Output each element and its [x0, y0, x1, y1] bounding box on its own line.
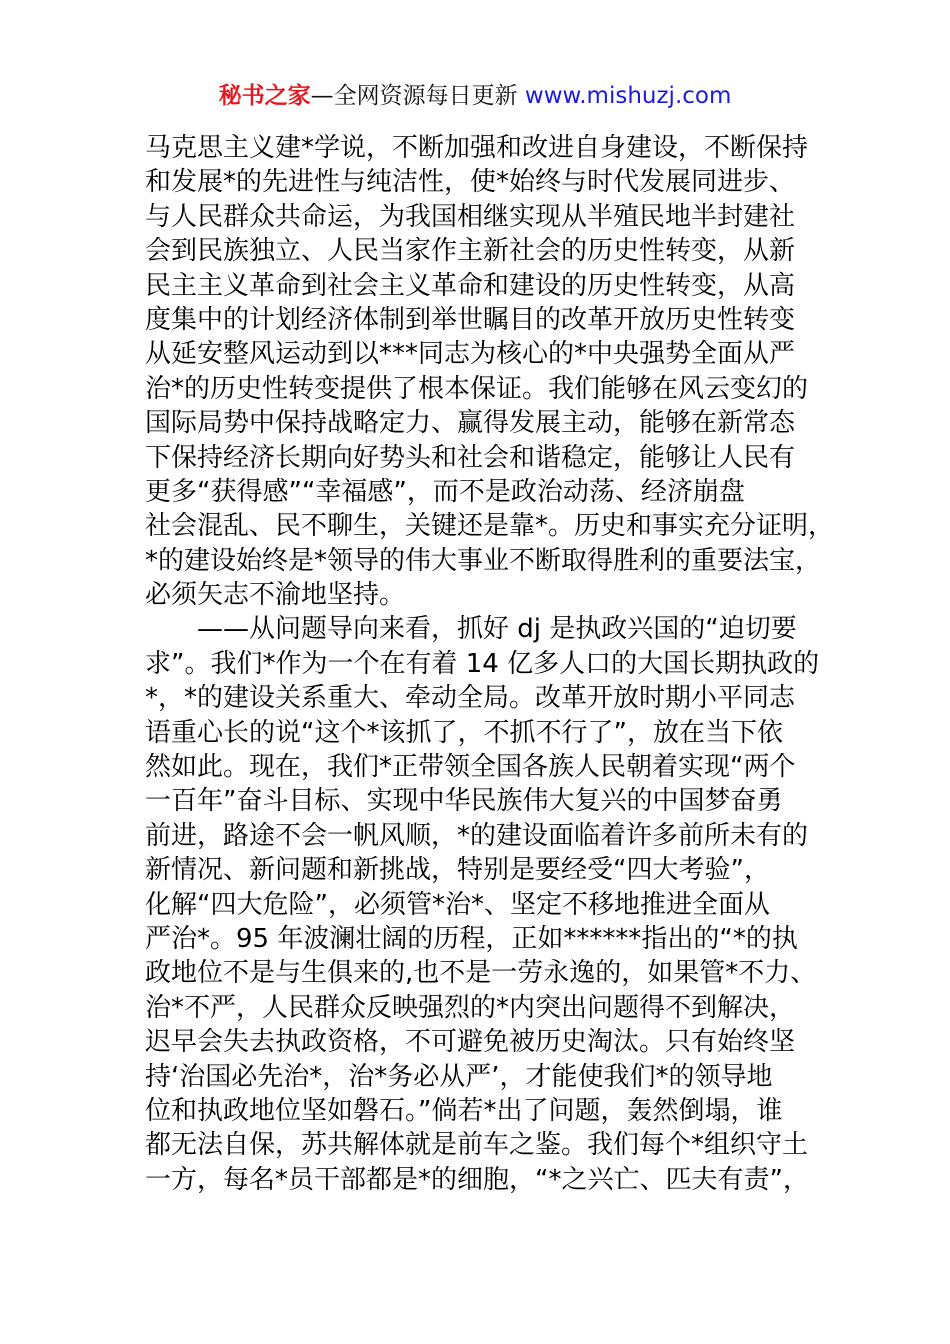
text-line: *，*的建设关系重大、牵动全局。改革开放时期小平同志: [145, 683, 796, 714]
text-line: 持‘治国必先治*，治*务必从严’，才能使我们*的领导地: [145, 1061, 773, 1092]
text-line: 国际局势中保持战略定力、赢得发展主动，能够在新常态: [145, 408, 796, 439]
text-line: 治*不严，人民群众反映强烈的*内突出问题得不到解决，: [145, 992, 796, 1023]
text-line: 迟早会失去执政资格，不可避免被历史淘汰。只有始终坚: [145, 1027, 796, 1058]
text-line: 更多“获得感”“幸福感”，而不是政治动荡、经济崩盘: [145, 476, 745, 507]
text-line: 会到民族独立、人民当家作主新社会的历史性转变，从新: [145, 236, 796, 267]
text-line: 政地位不是与生俱来的,也不是一劳永逸的，如果管*不力、: [145, 958, 817, 989]
text-line: 一百年”奋斗目标、实现中华民族伟大复兴的中国梦奋勇: [145, 786, 783, 817]
text-line: 度集中的计划经济体制到举世瞩目的改革开放历史性转变: [145, 304, 796, 335]
text-line: *的建设始终是*领导的伟大事业不断取得胜利的重要法宝，: [145, 545, 822, 576]
text-line: 必须矢志不渝地坚持。: [145, 580, 406, 611]
text-line: 与人民群众共命运，为我国相继实现从半殖民地半封建社: [145, 201, 796, 232]
site-url-link[interactable]: www.mishuzj.com: [524, 83, 732, 109]
text-line: 都无法自保，苏共解体就是前车之鉴。我们每个*组织守土: [145, 1130, 809, 1161]
text-line: 位和执政地位坚如磐石。”倘若*出了问题，轰然倒塌，谁: [145, 1095, 783, 1126]
text-line: 语重心长的说“这个*该抓了，不抓不行了”，放在当下依: [145, 717, 783, 748]
text-line: 然如此。现在，我们*正带领全国各族人民朝着实现“两个: [145, 752, 796, 783]
text-line: 严治*。95 年波澜壮阔的历程，正如******指出的“*的执: [145, 923, 798, 954]
text-line: 民主主义革命到社会主义革命和建设的历史性转变，从高: [145, 270, 796, 301]
site-brand: 秘书之家: [218, 83, 311, 109]
text-line: 社会混乱、民不聊生，关键还是靠*。历史和事实充分证明，: [145, 511, 835, 542]
site-header: [0, 80, 950, 112]
document-body: [145, 131, 835, 1197]
site-tagline: —全网资源每日更新: [310, 83, 518, 109]
text-line: 和发展*的先进性与纯洁性，使*始终与时代发展同进步、: [145, 167, 796, 198]
text-line: 马克思主义建*学说，不断加强和改进自身建设，不断保持: [145, 133, 809, 163]
text-line: 治*的历史性转变提供了根本保证。我们能够在风云变幻的: [145, 373, 809, 404]
text-line: 新情况、新问题和新挑战，特别是要经受“四大考验”，: [145, 855, 770, 886]
text-line: 化解“四大危险”，必须管*治*、坚定不移地推进全面从: [145, 889, 770, 920]
text-line: 从延安整风运动到以***同志为核心的*中央强势全面从严: [145, 339, 796, 370]
text-line: 下保持经济长期向好势头和社会和谐稳定，能够让人民有: [145, 442, 796, 473]
text-line: 一方，每名*员干部都是*的细胞，“*之兴亡、匹夫有责”，: [145, 1164, 809, 1195]
text-line: 前进，路途不会一帆风顺，*的建设面临着许多前所未有的: [145, 820, 809, 851]
text-line: 求”。我们*作为一个在有着 14 亿多人口的大国长期执政的: [145, 648, 820, 679]
paragraph-start-line: ——从问题导向来看，抓好 dj 是执政兴国的“迫切要: [197, 614, 797, 645]
